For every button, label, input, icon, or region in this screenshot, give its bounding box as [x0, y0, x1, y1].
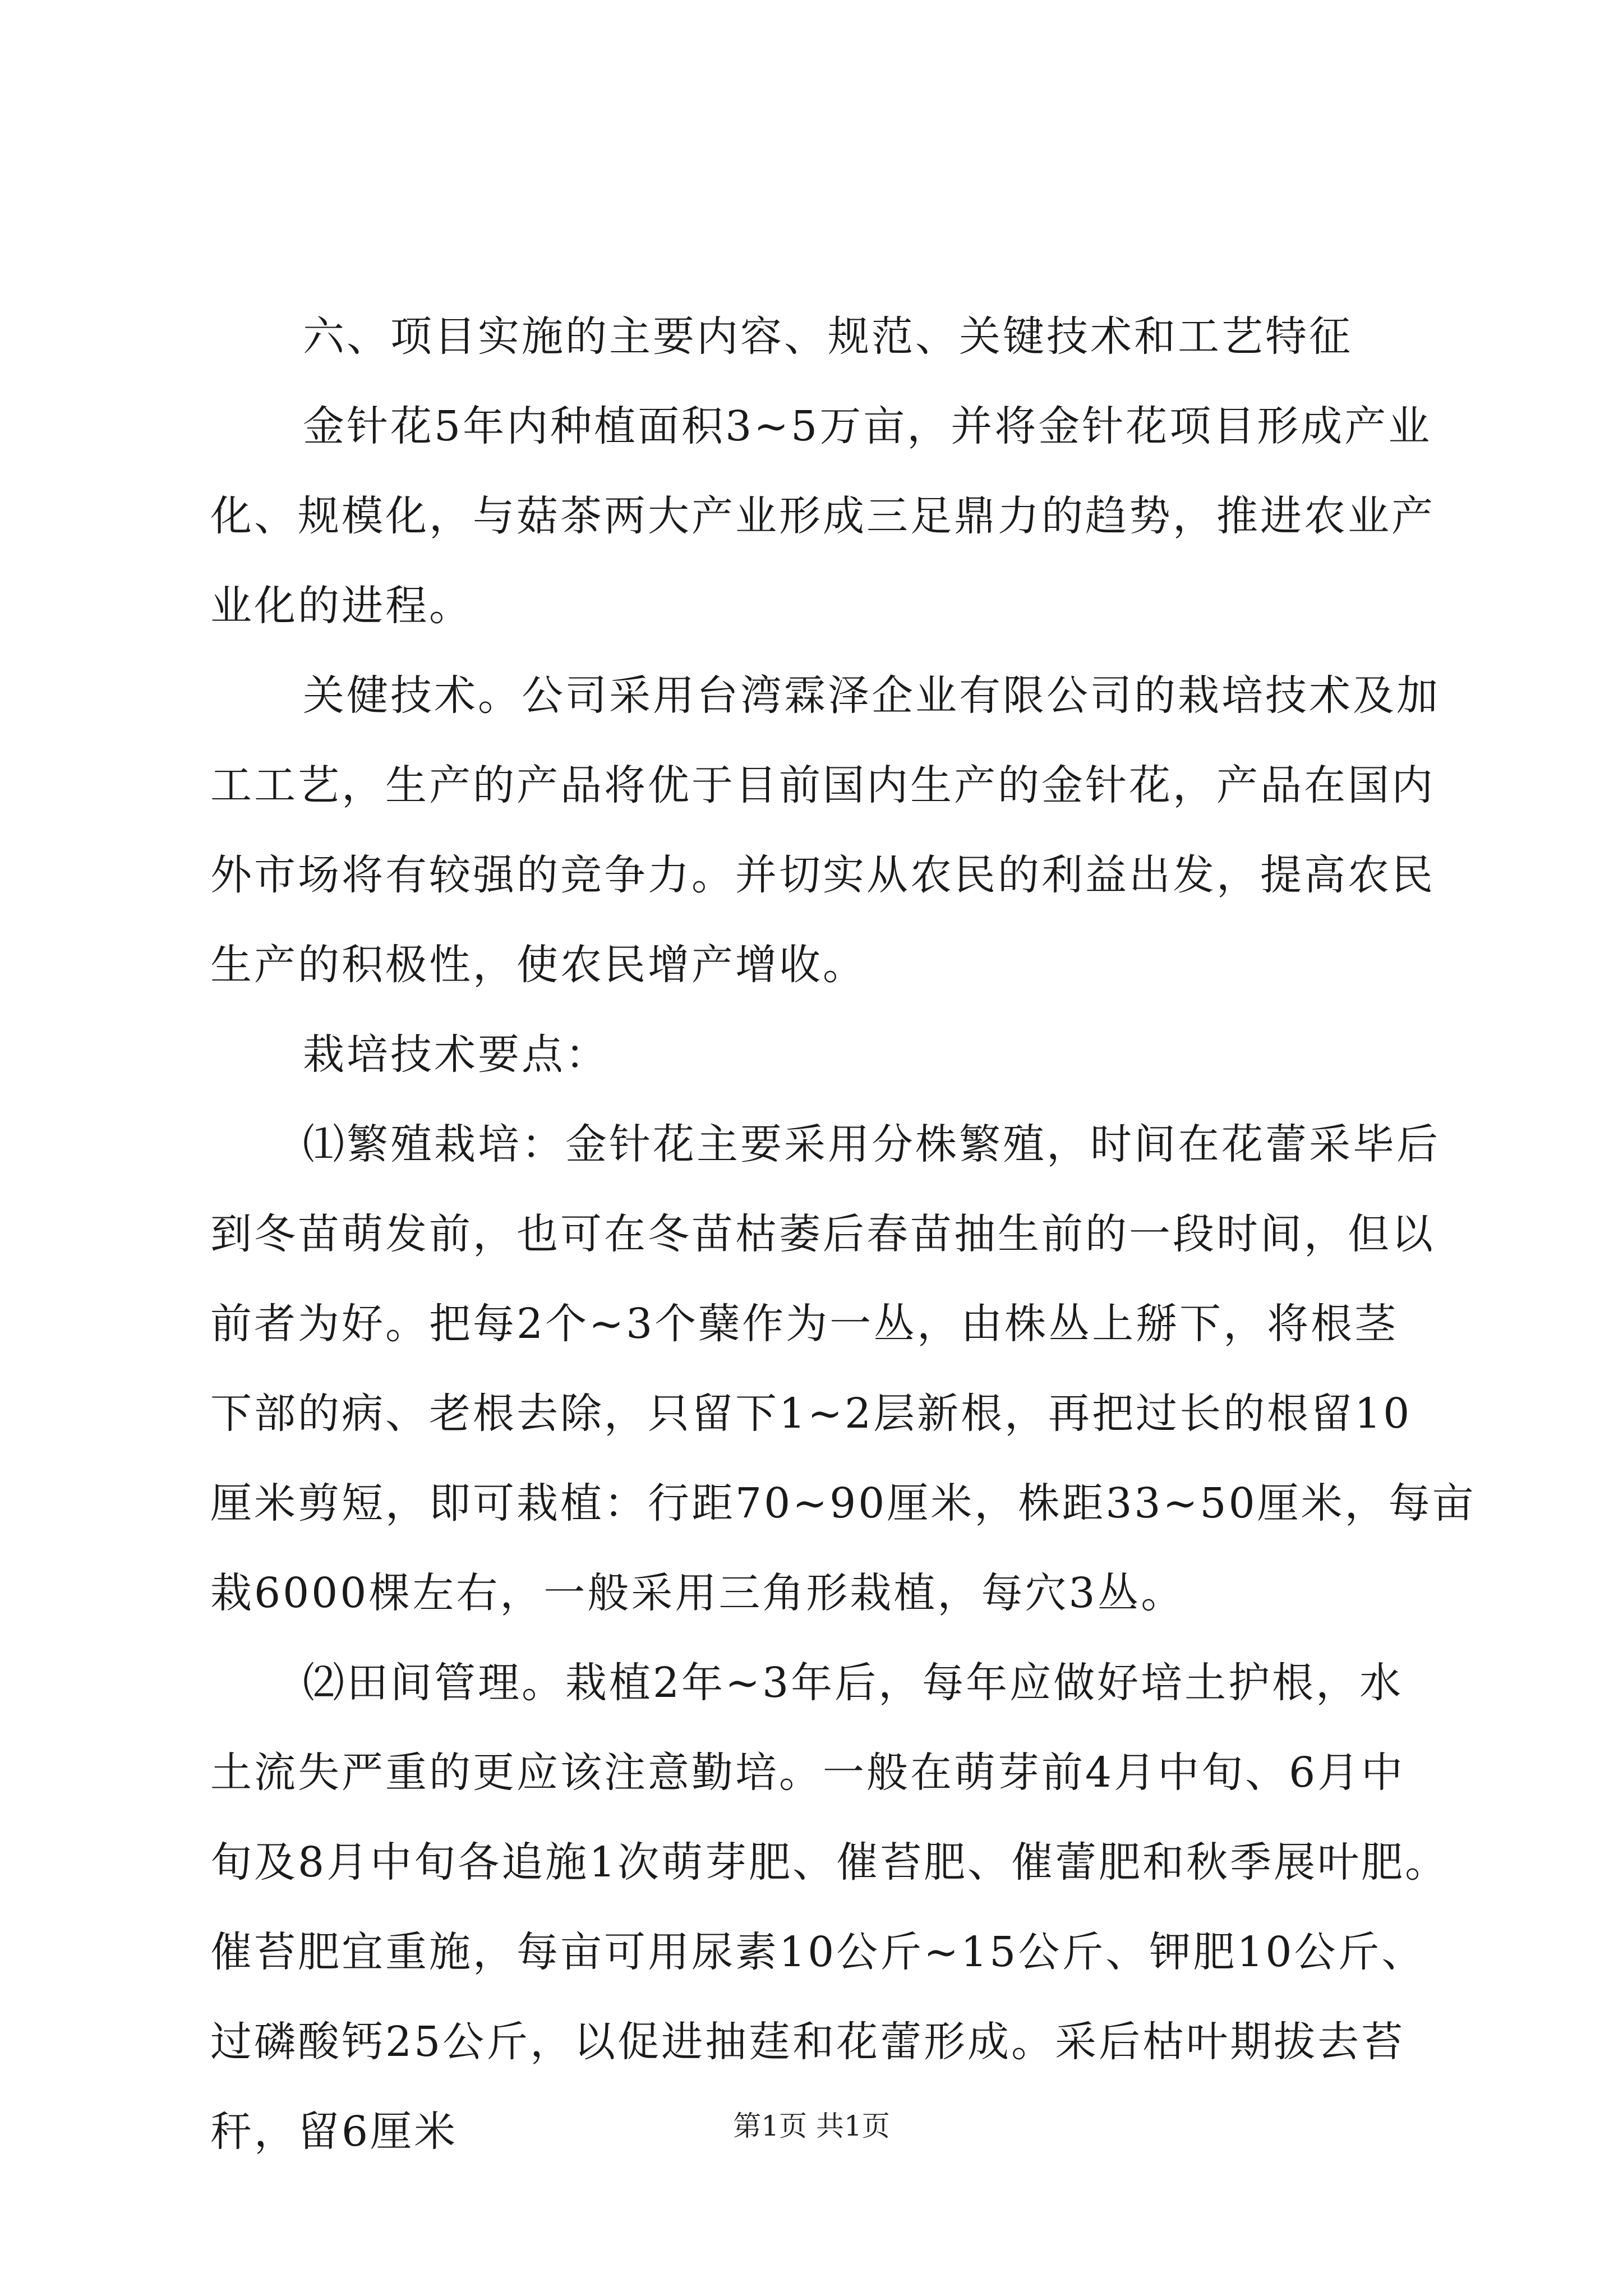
paragraph-line: ⑵田间管理。栽植2年~3年后，每年应做好培土护根，水	[303, 1659, 1404, 1707]
paragraph-line: 外市场将有较强的竞争力。并切实从农民的利益出发，提高农民	[210, 851, 1435, 899]
paragraph-line: 关健技术。公司采用台湾霖泽企业有限公司的栽培技术及加	[303, 671, 1440, 720]
paragraph-line: 旬及8月中旬各追施1次萌芽肥、催苔肥、催蕾肥和秋季展叶肥。	[210, 1838, 1449, 1887]
paragraph-line: 栽6000棵左右，一般采用三角形栽植，每穴3丛。	[210, 1569, 1185, 1617]
section-heading: 六、项目实施的主要内容、规范、关键技术和工艺特征	[303, 312, 1353, 361]
paragraph-line: 前者为好。把每2个~3个蘖作为一丛，由株丛上掰下，将根茎	[210, 1300, 1399, 1348]
paragraph-line: 工工艺，生产的产品将优于目前国内生产的金针花，产品在国内	[210, 761, 1435, 809]
paragraph-line: 过磷酸钙25公斤，以促进抽莛和花蕾形成。采后枯叶期拔去苔	[210, 2018, 1405, 2066]
paragraph-line: 业化的进程。	[210, 582, 473, 630]
paragraph-line: 土流失严重的更应该注意勤培。一般在萌芽前4月中旬、6月中	[210, 1749, 1405, 1797]
paragraph-line: 化、规模化，与菇茶两大产业形成三足鼎力的趋势，推进农业产	[210, 492, 1435, 540]
paragraph-line: 下部的病、老根去除，只留下1~2层新根，再把过长的根留10	[210, 1389, 1412, 1438]
document-body	[210, 292, 1476, 2177]
paragraph-line: 生产的积极性，使农民增产增收。	[210, 941, 866, 989]
paragraph-line: 催苔肥宜重施，每亩可用尿素10公斤~15公斤、钾肥10公斤、	[210, 1928, 1426, 1976]
paragraph-line: ⑴繁殖栽培：金针花主要采用分株繁殖，时间在花蕾采毕后	[303, 1120, 1440, 1168]
paragraph-line: 厘米剪短，即可栽植：行距70~90厘米，株距33~50厘米，每亩	[210, 1479, 1476, 1527]
subheading-line: 栽培技术要点：	[303, 1030, 609, 1079]
page-footer: 第1页 共1页	[733, 2110, 890, 2142]
paragraph-line: 秆，留6厘米	[210, 2108, 458, 2156]
paragraph-line: 到冬苗萌发前，也可在冬苗枯萎后春苗抽生前的一段时间，但以	[210, 1210, 1435, 1258]
paragraph-line: 金针花5年内种植面积3~5万亩，并将金针花项目形成产业	[303, 402, 1432, 450]
